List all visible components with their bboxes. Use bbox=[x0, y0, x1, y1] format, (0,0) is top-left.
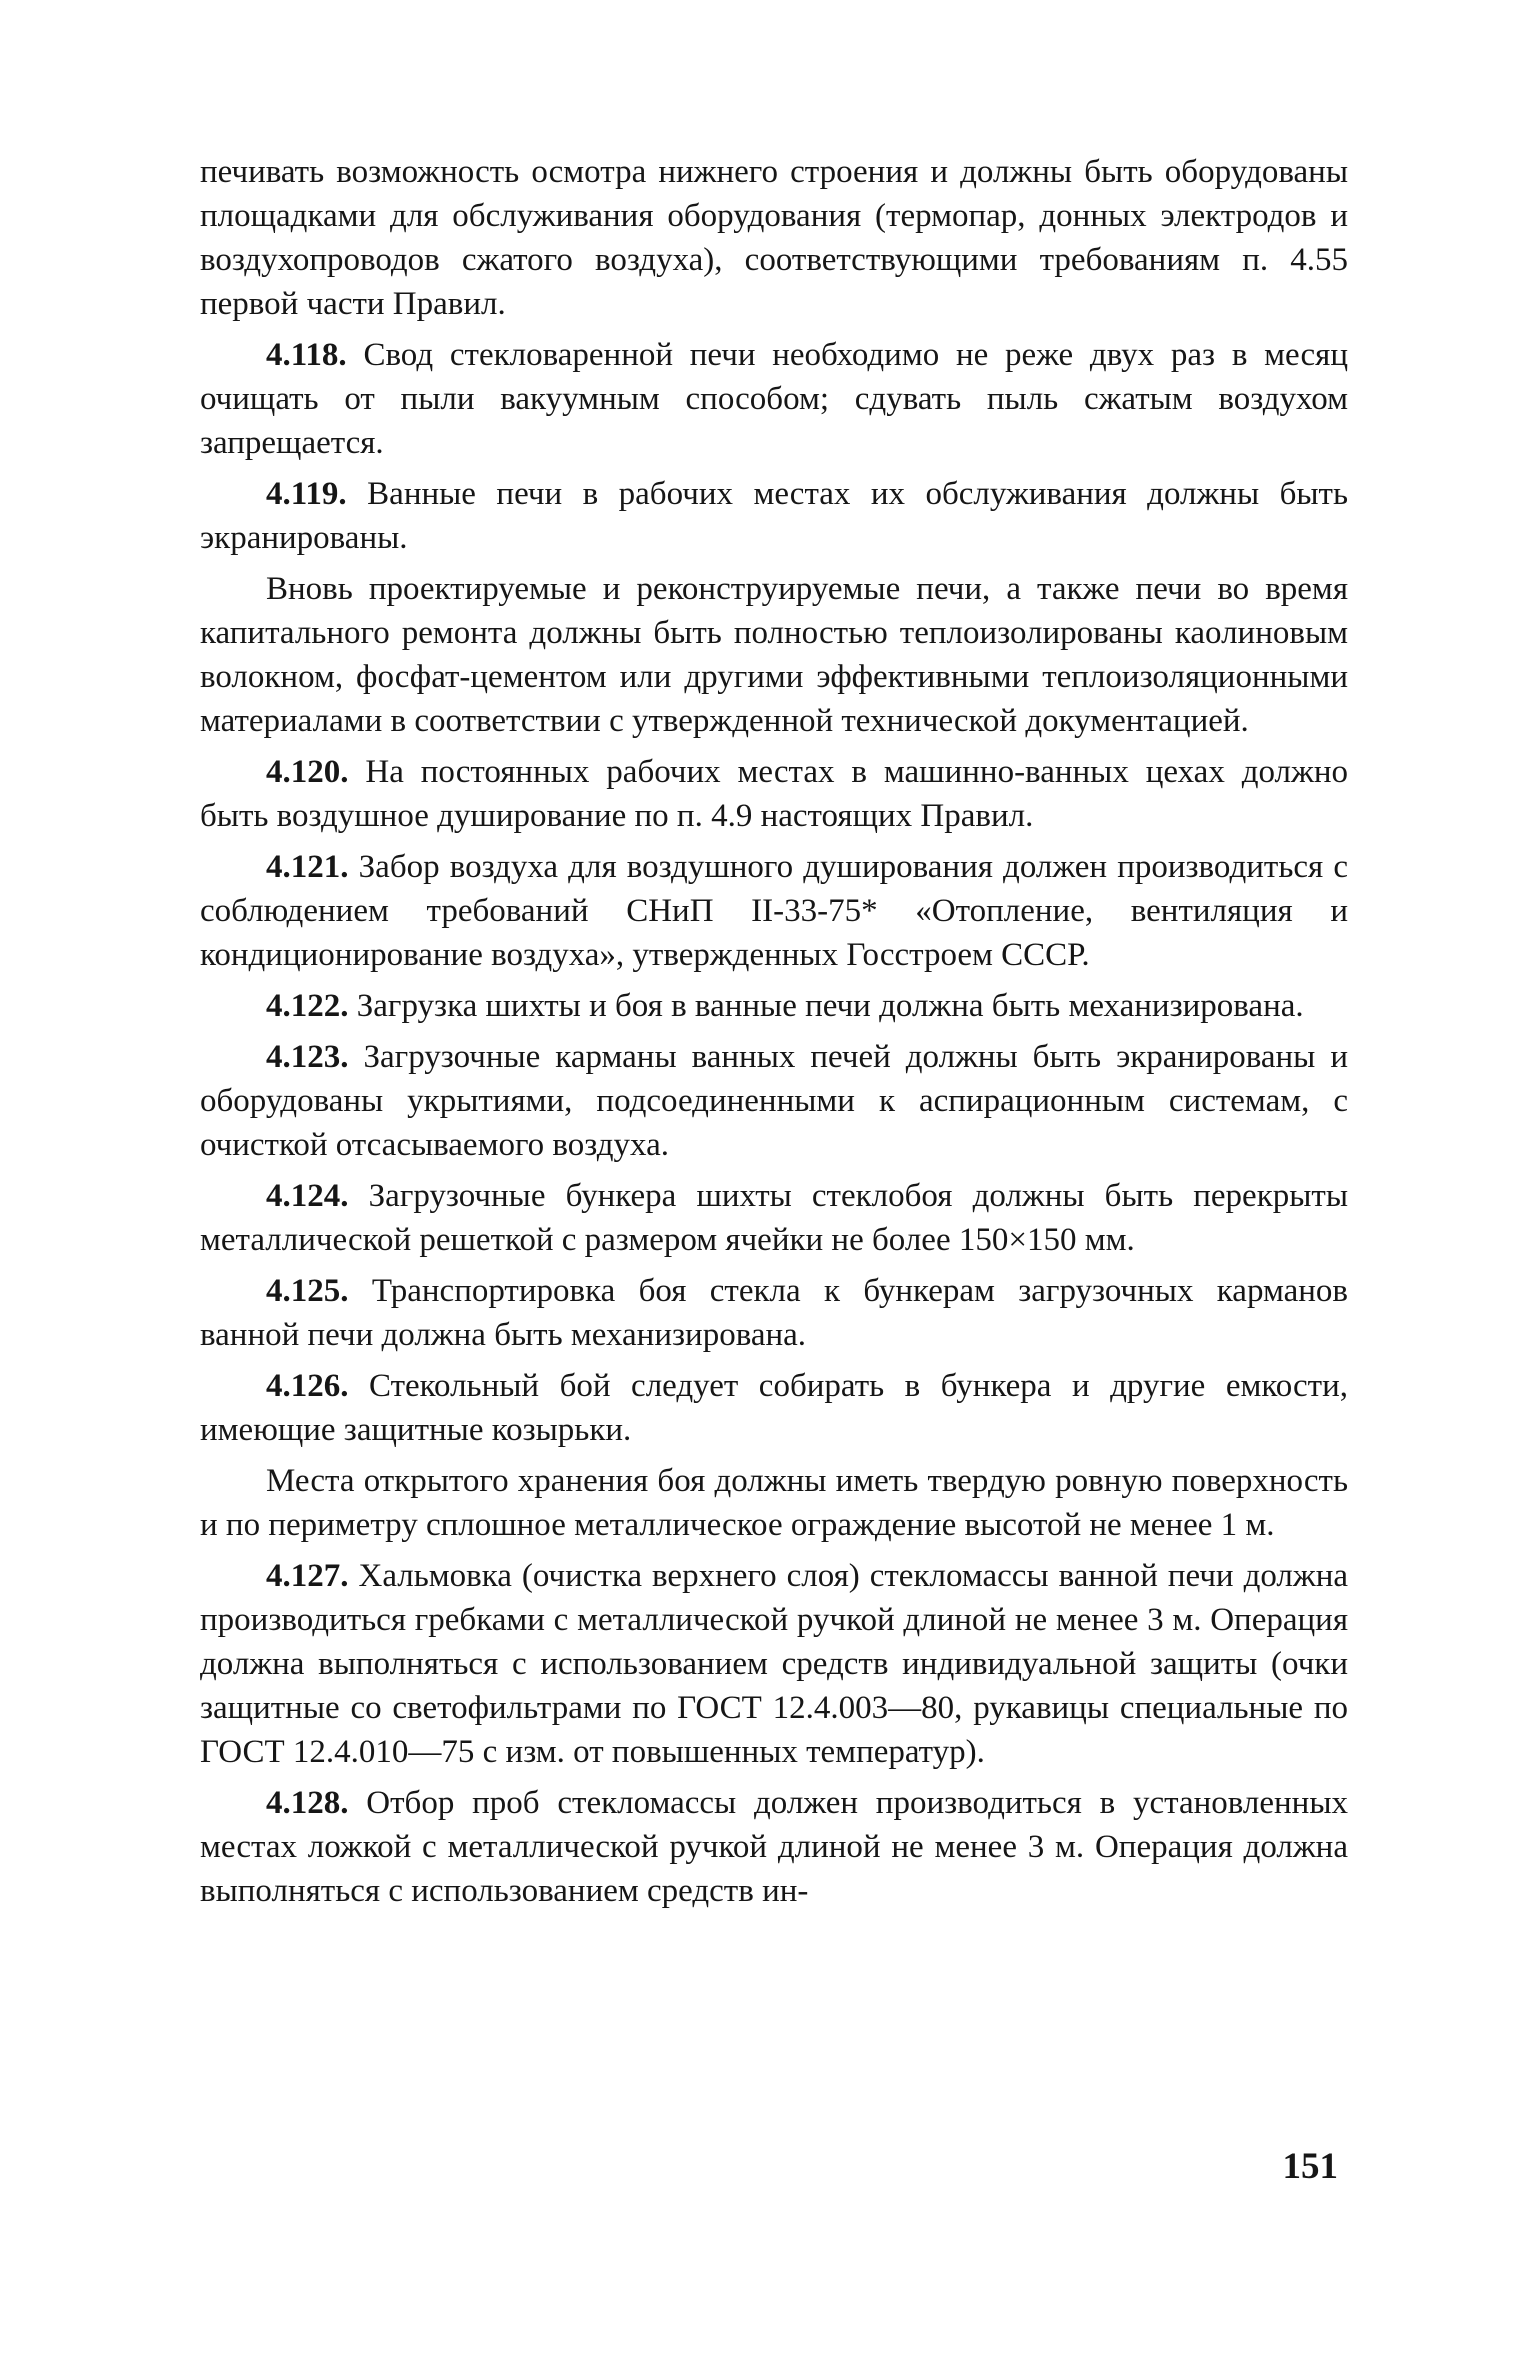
paragraph-insulation bbox=[200, 567, 1348, 743]
clause-number: 4.122. bbox=[266, 988, 349, 1024]
page-number: 151 bbox=[1282, 2146, 1338, 2187]
clause-4-120 bbox=[200, 750, 1348, 838]
clause-4-127 bbox=[200, 1554, 1348, 1774]
paragraph-text: Места открытого хранения боя должны иметь твердую ровную поверхность и по периметру сплошное металлическое ограждение высотой не менее 1 м. bbox=[200, 1463, 1348, 1543]
clause-number: 4.121. bbox=[266, 849, 349, 885]
document-page bbox=[200, 150, 1348, 1920]
clause-4-122 bbox=[200, 984, 1348, 1028]
paragraph-text: печивать возможность осмотра нижнего строения и должны быть оборудованы площадками для обслуживания оборудования (термопар, донных электродов и воздухопроводов сжатого воздуха), соответствующими требованиям п. 4.55 первой части Правил. bbox=[200, 154, 1348, 322]
clause-text: Загрузочные бункера шихты стеклобоя должны быть перекрыты металлической решеткой с размером ячейки не более 150×150 мм. bbox=[200, 1178, 1348, 1258]
clause-number: 4.125. bbox=[266, 1273, 349, 1309]
clause-text: Ванные печи в рабочих местах их обслуживания должны быть экранированы. bbox=[200, 476, 1349, 556]
clause-number: 4.119. bbox=[266, 476, 347, 512]
clause-text: Отбор проб стекломассы должен производиться в установленных местах ложкой с металлической ручкой длиной не менее 3 м. Операция должна выполняться с использованием средств ин- bbox=[200, 1785, 1349, 1909]
clause-4-124 bbox=[200, 1174, 1348, 1262]
clause-text: Транспортировка боя стекла к бункерам загрузочных карманов ванной печи должна быть механизирована. bbox=[200, 1273, 1349, 1353]
clause-number: 4.123. bbox=[266, 1039, 349, 1075]
clause-4-123 bbox=[200, 1035, 1348, 1167]
clause-number: 4.118. bbox=[266, 337, 347, 373]
clause-4-125 bbox=[200, 1269, 1348, 1357]
clause-text: Хальмовка (очистка верхнего слоя) стекломассы ванной печи должна производиться гребками с металлической ручкой длиной не менее 3 м. Операция должна выполняться с использованием средств индивидуальной защиты (очки защитные со светофильтрами по ГОСТ 12.4.003—80, рукавицы специальные по ГОСТ 12.4.010—75 с изм. от повышенных температур). bbox=[200, 1558, 1349, 1770]
clause-4-118 bbox=[200, 333, 1348, 465]
clause-4-128 bbox=[200, 1781, 1348, 1913]
clause-4-121 bbox=[200, 845, 1348, 977]
paragraph-storage bbox=[200, 1459, 1348, 1547]
clause-number: 4.128. bbox=[266, 1785, 349, 1821]
clause-number: 4.126. bbox=[266, 1368, 349, 1404]
clause-text: Загрузка шихты и боя в ванные печи должна быть механизирована. bbox=[356, 988, 1304, 1024]
clause-text: Забор воздуха для воздушного душирования должен производиться с соблюдением требований СНиП II-33-75* «Отопление, вентиляция и кондиционирование воздуха», утвержденных Госстроем СССР. bbox=[200, 849, 1348, 973]
clause-number: 4.120. bbox=[266, 754, 349, 790]
paragraph-text: Вновь проектируемые и реконструируемые печи, а также печи во время капитального ремонта должны быть полностью теплоизолированы каолиновым волокном, фосфат-цементом или другими эффективными теплоизоляционными материалами в соответствии с утвержденной технической документацией. bbox=[200, 571, 1348, 739]
clause-number: 4.124. bbox=[266, 1178, 349, 1214]
clause-4-126 bbox=[200, 1364, 1348, 1452]
clause-text: На постоянных рабочих местах в машинно-ванных цехах должно быть воздушное душирование по п. 4.9 настоящих Правил. bbox=[200, 754, 1348, 834]
paragraph-continuation bbox=[200, 150, 1348, 326]
clause-text: Загрузочные карманы ванных печей должны быть экранированы и оборудованы укрытиями, подсоединенными к аспирационным системам, с очисткой отсасываемого воздуха. bbox=[200, 1039, 1348, 1163]
clause-4-119 bbox=[200, 472, 1348, 560]
clause-text: Свод стекловаренной печи необходимо не реже двух раз в месяц очищать от пыли вакуумным способом; сдувать пыль сжатым воздухом запрещается. bbox=[200, 337, 1348, 461]
clause-text: Стекольный бой следует собирать в бункера и другие емкости, имеющие защитные козырьки. bbox=[200, 1368, 1349, 1448]
clause-number: 4.127. bbox=[266, 1558, 349, 1594]
